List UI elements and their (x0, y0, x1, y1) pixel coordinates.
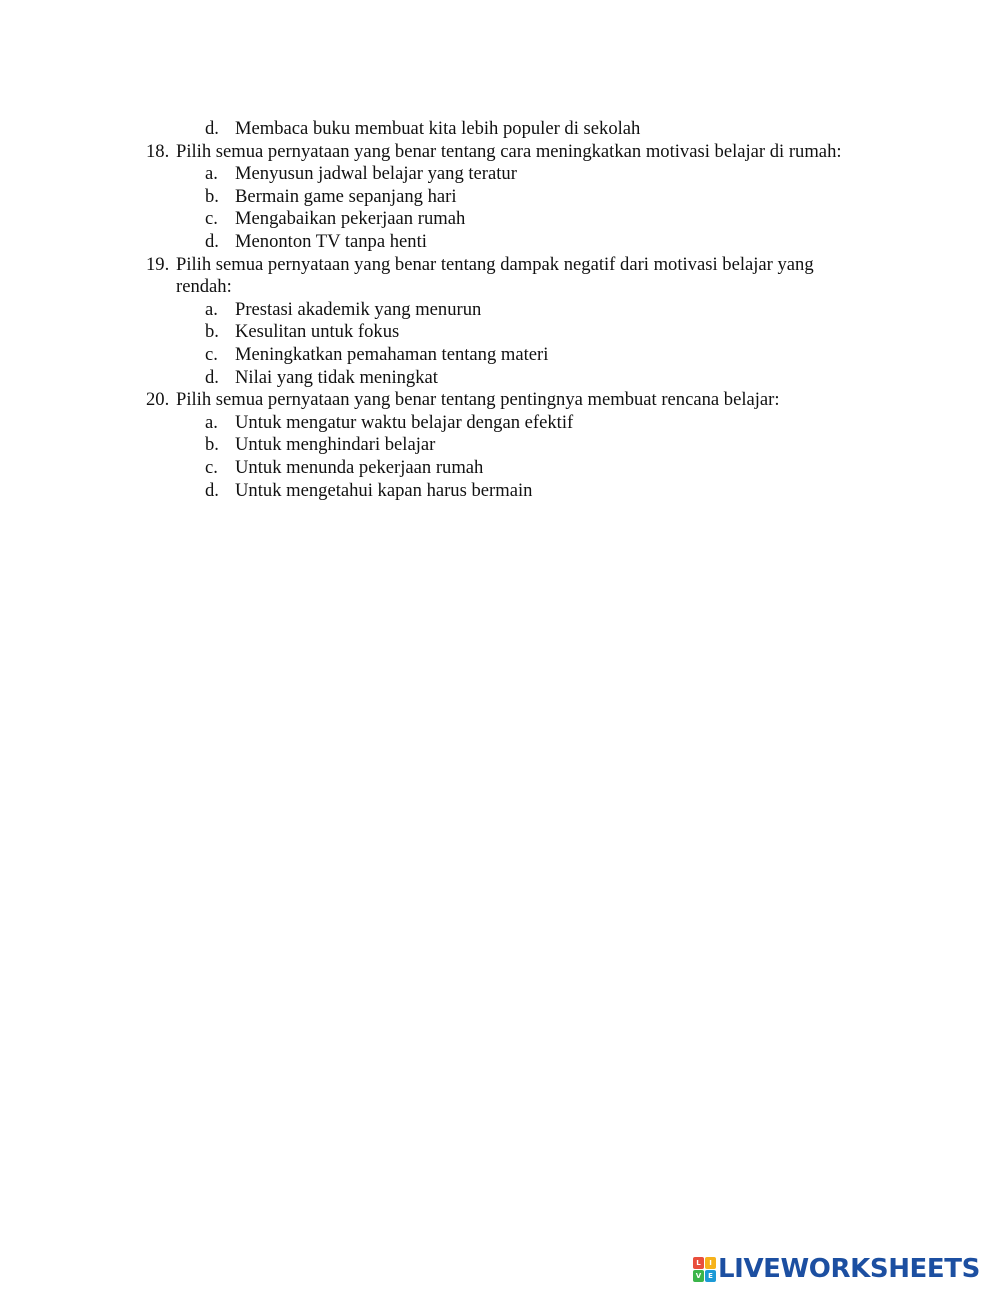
question-20-row (0, 389, 1000, 412)
option-row (0, 434, 1000, 457)
option-letter: c. (205, 343, 218, 365)
option-row (0, 367, 1000, 390)
question-19-row (0, 254, 1000, 277)
option-text: Kesulitan untuk fokus (235, 321, 400, 343)
option-text: Menyusun jadwal belajar yang teratur (235, 163, 517, 185)
option-row (0, 412, 1000, 435)
option-row (0, 163, 1000, 186)
question-text: Pilih semua pernyataan yang benar tentang cara meningkatkan motivasi belajar di rumah: (176, 140, 842, 162)
option-letter: a. (205, 163, 218, 185)
option-letter: c. (205, 456, 218, 478)
option-text: Untuk mengatur waktu belajar dengan efektif (235, 411, 574, 433)
question-number: 20. (146, 389, 170, 411)
option-row (0, 186, 1000, 209)
option-text: Untuk menunda pekerjaan rumah (235, 456, 484, 478)
question-18-row (0, 141, 1000, 164)
option-row (0, 344, 1000, 367)
question-text: Pilih semua pernyataan yang benar tentang dampak negatif dari motivasi belajar yang (176, 253, 814, 275)
option-row (0, 321, 1000, 344)
question-number: 18. (146, 140, 170, 162)
liveworksheets-icon (693, 1257, 715, 1281)
worksheet-content (0, 118, 1000, 502)
question-number: 19. (146, 253, 170, 275)
option-text: Untuk mengetahui kapan harus bermain (235, 479, 533, 501)
logo-tile-l: L (693, 1257, 704, 1269)
option-row (0, 231, 1000, 254)
option-text: Bermain game sepanjang hari (235, 185, 457, 207)
option-letter: b. (205, 185, 219, 207)
option-letter: c. (205, 208, 218, 230)
option-letter: d. (205, 230, 219, 252)
option-letter: a. (205, 411, 218, 433)
logo-tile-i: I (705, 1257, 716, 1269)
option-row (0, 457, 1000, 480)
option-text: Nilai yang tidak meningkat (235, 366, 438, 388)
logo-text: LIVEWORKSHEETS (718, 1254, 980, 1284)
option-text: Menonton TV tanpa henti (235, 230, 427, 252)
option-letter: b. (205, 434, 219, 456)
option-letter: d. (205, 118, 219, 139)
logo-tile-v: V (693, 1270, 704, 1282)
option-letter: d. (205, 366, 219, 388)
logo-tile-e: E (705, 1270, 716, 1282)
question-19-row-continued (0, 276, 1000, 299)
option-row (0, 208, 1000, 231)
option-text: Mengabaikan pekerjaan rumah (235, 208, 466, 230)
option-letter: d. (205, 479, 219, 501)
option-text: Prestasi akademik yang menurun (235, 298, 482, 320)
option-letter: b. (205, 321, 219, 343)
option-row (0, 299, 1000, 322)
option-row (0, 118, 1000, 141)
option-row (0, 480, 1000, 503)
option-text: Membaca buku membuat kita lebih populer di sekolah (235, 118, 641, 139)
option-text: Meningkatkan pemahaman tentang materi (235, 343, 549, 365)
option-text: Untuk menghindari belajar (235, 434, 436, 456)
liveworksheets-logo (693, 1254, 980, 1284)
question-text: Pilih semua pernyataan yang benar tentang pentingnya membuat rencana belajar: (176, 389, 780, 411)
question-text-continued: rendah: (176, 276, 232, 298)
option-letter: a. (205, 298, 218, 320)
